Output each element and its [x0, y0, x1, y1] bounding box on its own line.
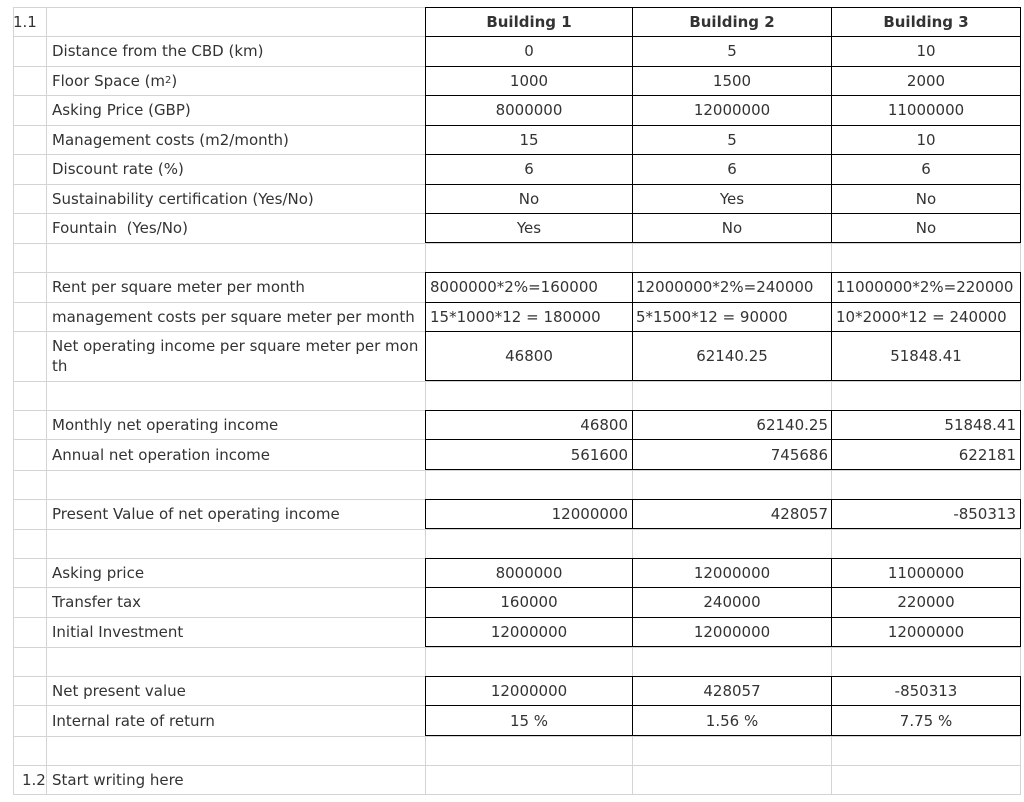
cell[interactable]: 6 [921, 160, 931, 178]
cell[interactable]: 8000000 [495, 101, 563, 119]
grid-hline [13, 381, 1021, 382]
row-label[interactable]: Monthly net operating income [52, 415, 279, 434]
cell[interactable]: 8000000*2%=160000 [430, 278, 598, 296]
cell[interactable]: 11000000 [887, 563, 965, 582]
cell[interactable]: 12000000 [490, 681, 568, 700]
row-label[interactable]: Floor Space (m 2 ) [52, 71, 178, 90]
table-row [0, 213, 1024, 243]
table-row [0, 499, 1024, 529]
cell[interactable]: 6 [727, 160, 737, 178]
cell[interactable]: 12000000*2%=240000 [636, 278, 814, 296]
cell[interactable]: 12000000 [693, 101, 771, 119]
cell[interactable]: 0 [524, 42, 534, 60]
row-label[interactable]: Net operating income per square meter per month [52, 337, 419, 375]
cell[interactable]: 10 [916, 42, 936, 60]
cell[interactable]: 6 [524, 160, 534, 178]
cell[interactable]: 1.56 % [705, 711, 759, 730]
cell[interactable]: 428057 [703, 681, 761, 700]
table-row [0, 125, 1024, 154]
table-row [0, 184, 1024, 213]
cell[interactable]: 46800 [580, 415, 628, 434]
cell[interactable]: 11000000 [887, 101, 965, 119]
row-label[interactable]: Net present value [52, 681, 186, 700]
table-row [0, 154, 1024, 184]
cell[interactable]: No [915, 189, 937, 208]
row-label[interactable]: Fountain (Yes/No) [52, 219, 188, 237]
table-row [0, 705, 1024, 736]
grid-hline [13, 529, 1021, 530]
header-building-1[interactable]: Building 1 [486, 12, 572, 31]
cell[interactable]: 10*2000*12 = 240000 [836, 307, 1007, 326]
cell[interactable]: 51848.41 [944, 415, 1016, 434]
cell[interactable]: 62140.25 [756, 415, 828, 434]
cell[interactable]: 7.75 % [899, 711, 953, 730]
row-label[interactable]: Initial Investment [52, 623, 184, 641]
cell[interactable]: 2000 [906, 71, 946, 90]
table-row [0, 36, 1024, 66]
row-label[interactable]: Present Value of net operating income [52, 505, 340, 523]
cell[interactable]: 15 [519, 130, 539, 149]
label-text-end: ) [171, 71, 178, 90]
table-row [0, 676, 1024, 705]
cell[interactable]: No [518, 189, 540, 208]
grid-hline [13, 736, 1021, 737]
cell[interactable]: 1000 [509, 71, 549, 90]
row-label[interactable]: Management costs (m2/month) [52, 130, 289, 149]
section-number[interactable]: 1.1 [13, 12, 37, 31]
row-label[interactable]: Transfer tax [52, 593, 142, 611]
cell[interactable]: Yes [719, 189, 745, 208]
table-row [0, 272, 1024, 302]
header-row [0, 7, 1024, 36]
row-label[interactable]: Asking Price (GBP) [52, 101, 191, 119]
grid-hline [13, 794, 1021, 795]
cell[interactable]: 12000000 [693, 563, 771, 582]
cell[interactable]: 8000000 [495, 563, 563, 582]
cell[interactable]: 15*1000*12 = 180000 [430, 307, 601, 326]
row-label[interactable]: Asking price [52, 563, 145, 582]
table-row [0, 558, 1024, 587]
row-label[interactable]: Sustainability certification (Yes/No) [52, 189, 314, 208]
cell[interactable]: Yes [516, 219, 542, 237]
writing-prompt[interactable]: Start writing here [52, 770, 184, 789]
cell[interactable]: 10 [916, 130, 936, 149]
cell[interactable]: 62140.25 [696, 347, 768, 365]
cell[interactable]: No [721, 219, 743, 237]
row-label[interactable]: Annual net operation income [52, 445, 271, 464]
row-label[interactable]: Discount rate (%) [52, 160, 184, 178]
cell[interactable]: 15 % [509, 711, 549, 730]
grid-hline [13, 470, 1021, 471]
grid-hline [13, 243, 1021, 244]
header-building-3[interactable]: Building 3 [883, 12, 969, 31]
table-row [0, 587, 1024, 617]
cell[interactable]: 12000000 [693, 623, 771, 641]
cell[interactable]: 11000000*2%=220000 [836, 278, 1014, 296]
section-number[interactable]: 1.2 [22, 770, 46, 789]
cell[interactable]: 428057 [770, 505, 828, 523]
table-row [0, 439, 1024, 470]
cell[interactable]: 622181 [958, 445, 1016, 464]
table-row [0, 331, 1024, 381]
cell[interactable]: No [915, 219, 937, 237]
row-label[interactable]: Internal rate of return [52, 711, 215, 730]
cell[interactable]: 1500 [712, 71, 752, 90]
cell[interactable]: 240000 [703, 593, 761, 611]
cell[interactable]: 561600 [570, 445, 628, 464]
label-text: Floor Space (m [52, 71, 166, 90]
cell[interactable]: 745686 [770, 445, 828, 464]
cell[interactable]: -850313 [894, 681, 958, 700]
cell[interactable]: 5 [727, 42, 737, 60]
table-row [0, 410, 1024, 439]
row-label[interactable]: Distance from the CBD (km) [52, 42, 264, 60]
table-row [0, 66, 1024, 95]
header-building-2[interactable]: Building 2 [689, 12, 775, 31]
cell[interactable]: 12000000 [551, 505, 628, 523]
cell[interactable]: 46800 [505, 347, 553, 365]
cell[interactable]: -850313 [953, 505, 1016, 523]
row-label[interactable]: Rent per square meter per month [52, 278, 305, 296]
table-row [0, 617, 1024, 647]
cell[interactable]: 160000 [500, 593, 558, 611]
cell[interactable]: 5 [727, 130, 737, 149]
cell[interactable]: 51848.41 [890, 347, 962, 365]
table-row [0, 95, 1024, 125]
cell[interactable]: 5*1500*12 = 90000 [636, 307, 788, 326]
table-row [0, 302, 1024, 331]
cell[interactable]: 220000 [897, 593, 955, 611]
grid-hline [13, 647, 1021, 648]
row-label[interactable]: management costs per square meter per month [52, 307, 415, 326]
section-row [0, 765, 1024, 794]
cell[interactable]: 12000000 [887, 623, 965, 641]
cell[interactable]: 12000000 [490, 623, 568, 641]
